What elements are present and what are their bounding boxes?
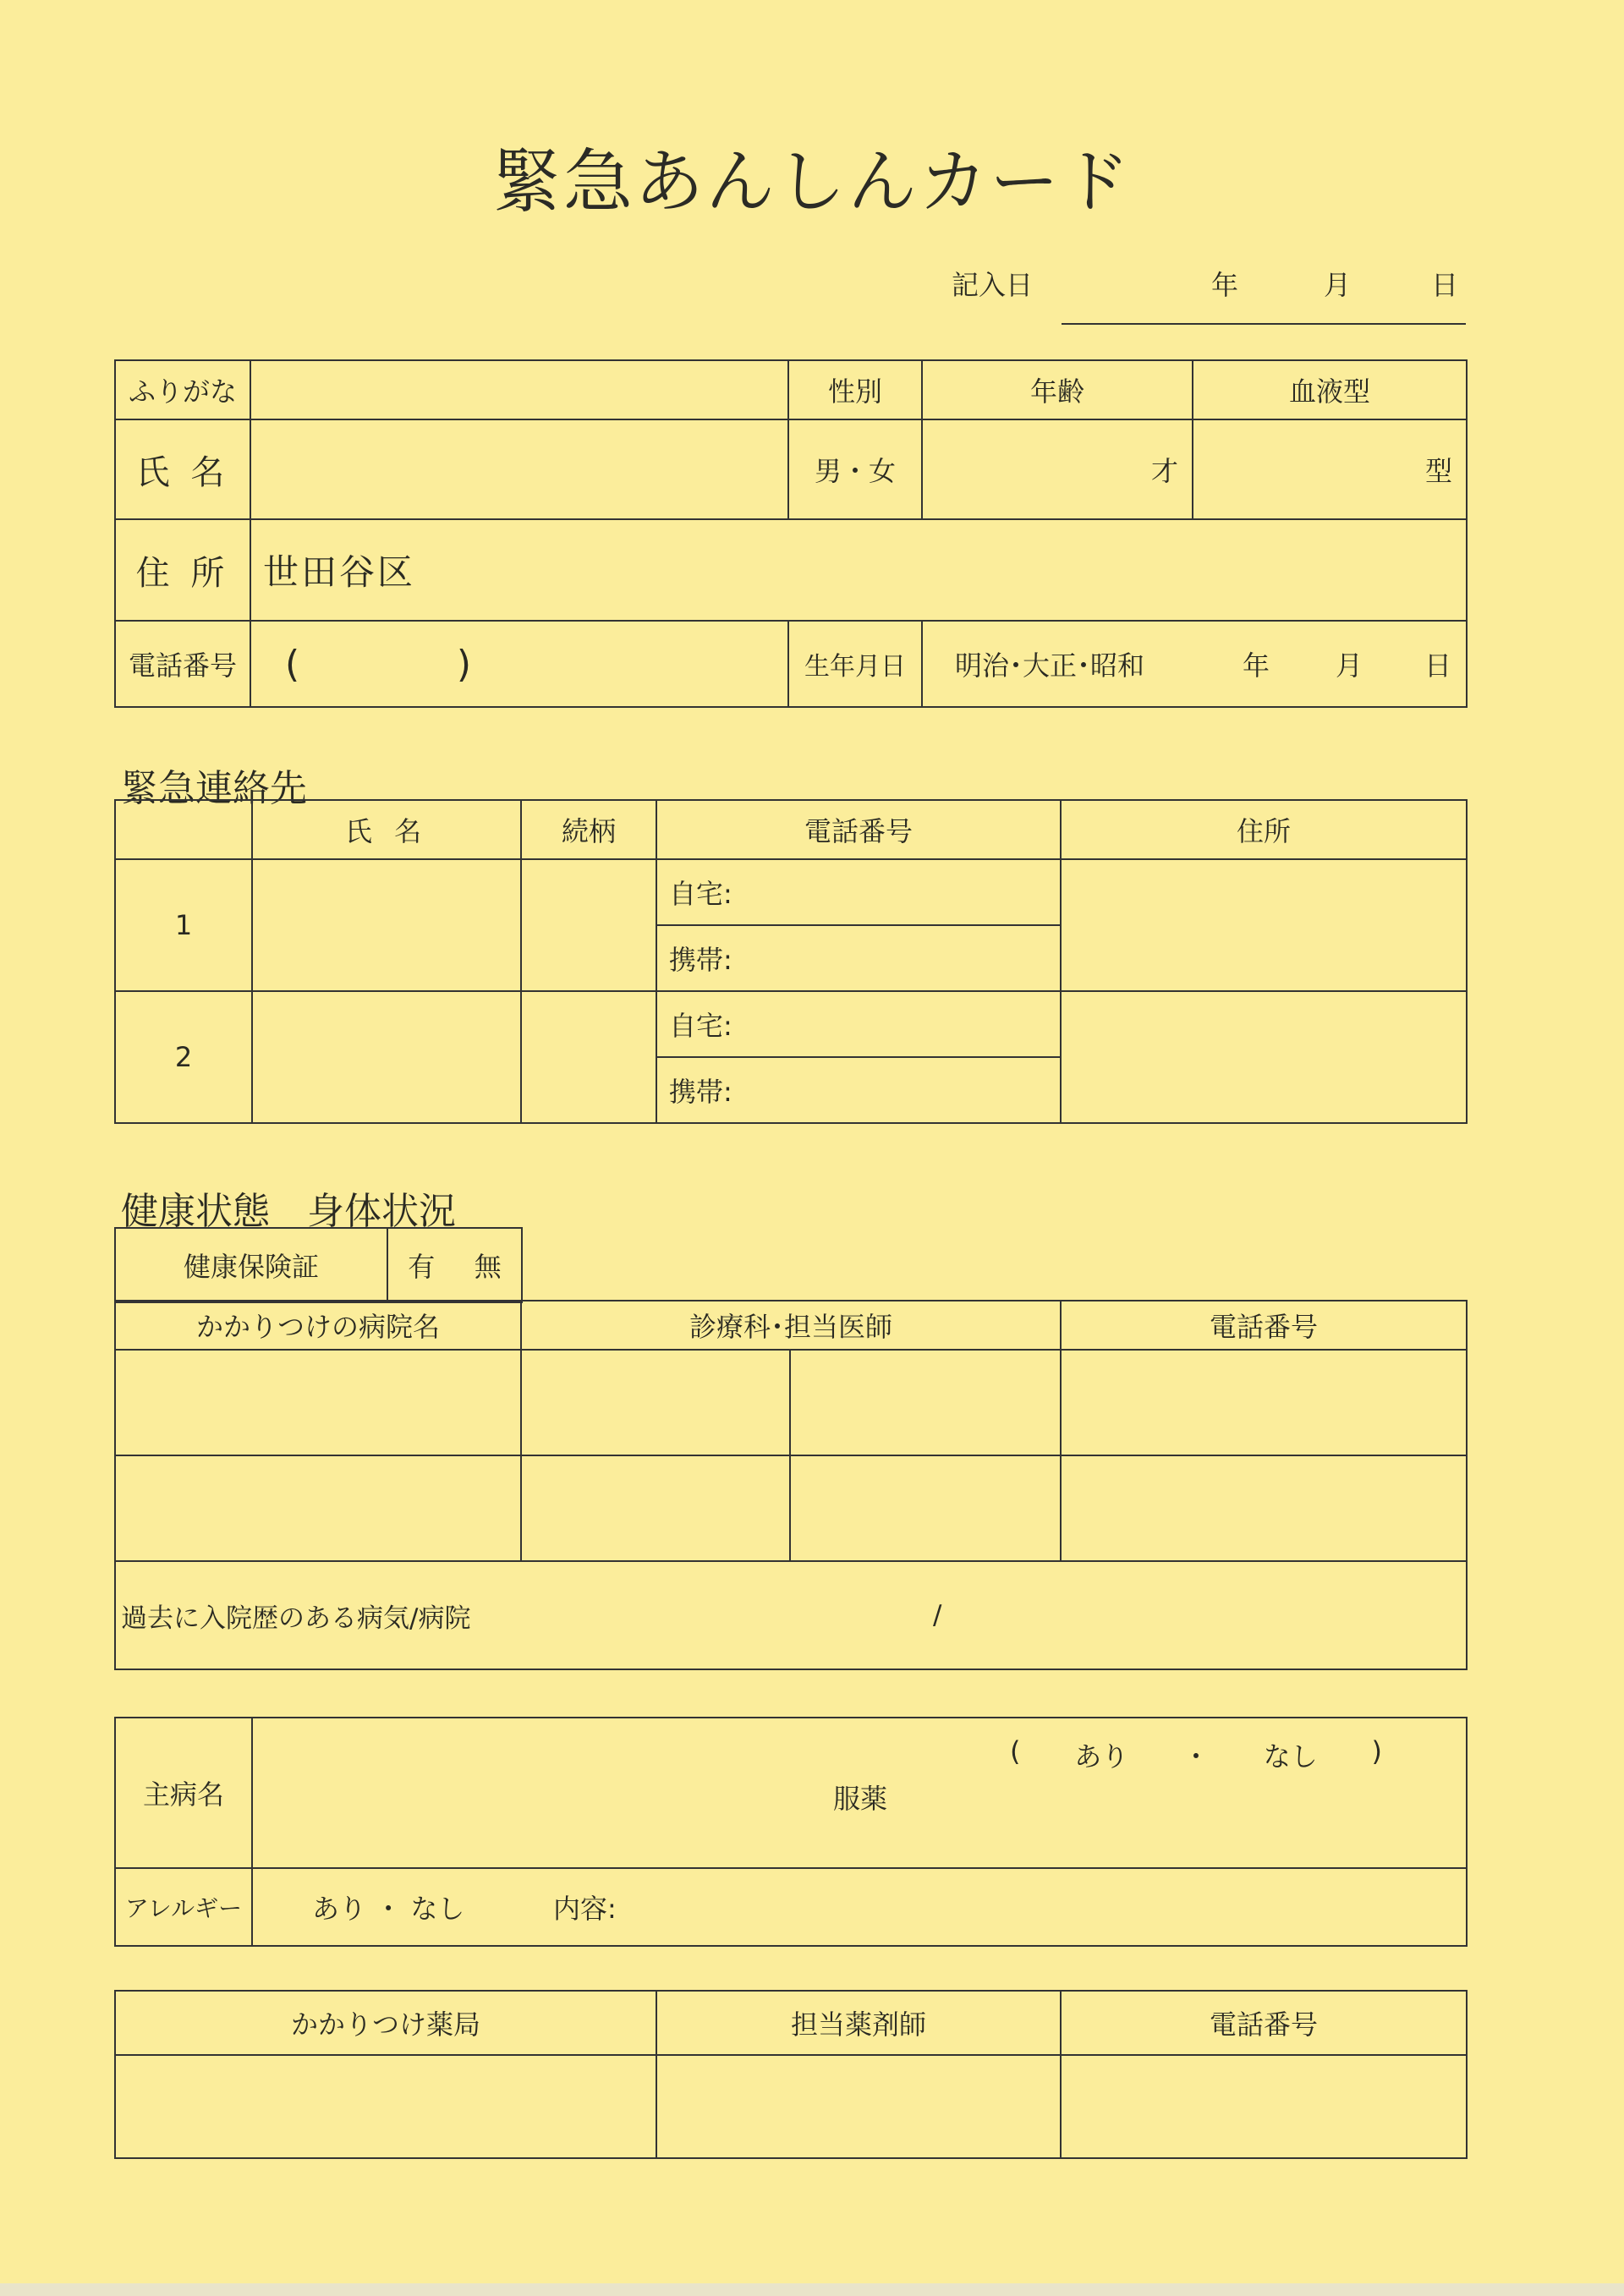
hospital-row-1-phone[interactable] xyxy=(1061,1350,1467,1455)
medicine-dot: ・ xyxy=(1182,1740,1210,1773)
hospital-row-1-department[interactable] xyxy=(521,1350,790,1455)
emergency-row-2-name[interactable] xyxy=(252,991,521,1123)
phone-field[interactable] xyxy=(250,621,788,707)
hospital-name-header: かかりつけの病院名 xyxy=(115,1301,521,1350)
entry-date-label: 記入日 xyxy=(952,269,1034,301)
allergy-options: あり ・ なし xyxy=(312,1893,465,1925)
insurance-table xyxy=(114,1227,523,1303)
name-field[interactable] xyxy=(250,419,788,519)
hospital-table xyxy=(114,1300,1468,1670)
blood-type-field[interactable] xyxy=(1193,419,1467,519)
insurance-no: 無 xyxy=(474,1251,502,1283)
birth-date-label: 生年月日 xyxy=(788,621,922,707)
past-hospitalization-slash: / xyxy=(933,1600,942,1630)
phone-open-paren: ( xyxy=(285,642,300,686)
phone-label: 電話番号 xyxy=(115,621,250,707)
emergency-row-2-mobile[interactable]: 携帯: xyxy=(656,1057,1061,1123)
pharmacist-name-field[interactable] xyxy=(656,2055,1061,2158)
age-field[interactable] xyxy=(922,419,1193,519)
department-doctor-header: 診療科･担当医師 xyxy=(521,1301,1061,1350)
emergency-relation-header: 続柄 xyxy=(521,800,656,859)
past-hospitalization-field[interactable] xyxy=(115,1561,1467,1669)
insurance-options[interactable] xyxy=(387,1228,522,1302)
hospital-row-1-doctor[interactable] xyxy=(790,1350,1061,1455)
birth-day-unit: 日 xyxy=(1424,649,1452,682)
age-unit: 才 xyxy=(1150,455,1178,487)
emergency-row-1-relation[interactable] xyxy=(521,859,656,991)
main-disease-label: 主病名 xyxy=(115,1718,252,1868)
emergency-row-1-address[interactable] xyxy=(1061,859,1467,991)
blood-type-header: 血液型 xyxy=(1193,360,1467,419)
emergency-row-2-home[interactable]: 自宅: xyxy=(656,991,1061,1057)
pharmacy-phone-header: 電話番号 xyxy=(1061,1991,1467,2055)
hospital-phone-header: 電話番号 xyxy=(1061,1301,1467,1350)
main-disease-field[interactable] xyxy=(252,1718,1467,1868)
pharmacy-table xyxy=(114,1990,1468,2159)
allergy-label: アレルギー xyxy=(115,1868,252,1946)
page-bottom-edge xyxy=(0,2283,1624,2296)
pharmacy-name-field[interactable] xyxy=(115,2055,656,2158)
insurance-label: 健康保険証 xyxy=(115,1228,387,1302)
address-label: 住 所 xyxy=(115,519,250,621)
birth-year-unit: 年 xyxy=(1243,649,1270,682)
entry-date-day: 日 xyxy=(1431,269,1459,301)
birth-date-field[interactable] xyxy=(922,621,1467,707)
emergency-address-header: 住所 xyxy=(1061,800,1467,859)
era-options: 明治･大正･昭和 xyxy=(955,649,1145,682)
medicine-open-paren: ( xyxy=(1010,1735,1021,1767)
phone-close-paren: ) xyxy=(456,642,471,686)
furigana-label: ふりがな xyxy=(115,360,250,419)
health-section-title: 健康状態 身体状況 xyxy=(121,1190,456,1233)
emergency-row-1-no: 1 xyxy=(115,859,252,991)
medicine-yes: あり xyxy=(1074,1740,1129,1773)
emergency-row-1-home[interactable]: 自宅: xyxy=(656,859,1061,925)
emergency-name-header: 氏 名 xyxy=(252,800,521,859)
emergency-row-2-no: 2 xyxy=(115,991,252,1123)
blood-type-unit: 型 xyxy=(1424,455,1452,487)
past-hospitalization-label: 過去に入院歴のある病気/病院 xyxy=(121,1603,471,1634)
emergency-contact-table xyxy=(114,799,1468,1124)
insurance-yes: 有 xyxy=(408,1251,436,1283)
furigana-field[interactable] xyxy=(250,360,788,419)
page-title: 緊急あんしんカード xyxy=(491,142,1132,222)
emergency-row-1-name[interactable] xyxy=(252,859,521,991)
hospital-row-2-phone[interactable] xyxy=(1061,1455,1467,1561)
emergency-phone-header: 電話番号 xyxy=(656,800,1061,859)
hospital-row-1-name[interactable] xyxy=(115,1350,521,1455)
medicine-label: 服薬 xyxy=(833,1783,888,1815)
emergency-row-2-address[interactable] xyxy=(1061,991,1467,1123)
pharmacy-phone-field[interactable] xyxy=(1061,2055,1467,2158)
hospital-row-2-name[interactable] xyxy=(115,1455,521,1561)
age-header: 年齢 xyxy=(922,360,1193,419)
sex-header: 性別 xyxy=(788,360,922,419)
pharmacy-header: かかりつけ薬局 xyxy=(115,1991,656,2055)
name-label: 氏 名 xyxy=(115,419,250,519)
entry-date-line xyxy=(1062,323,1466,325)
personal-info-table xyxy=(114,359,1468,708)
entry-date-year: 年 xyxy=(1211,269,1239,301)
pharmacist-header: 担当薬剤師 xyxy=(656,1991,1061,2055)
allergy-content-label: 内容: xyxy=(553,1893,617,1925)
emergency-no-header xyxy=(115,800,252,859)
medicine-no: なし xyxy=(1263,1740,1318,1773)
birth-month-unit: 月 xyxy=(1336,649,1363,682)
entry-date-month: 月 xyxy=(1324,269,1352,301)
address-field[interactable]: 世田谷区 xyxy=(250,519,1467,621)
hospital-row-2-doctor[interactable] xyxy=(790,1455,1061,1561)
disease-table xyxy=(114,1717,1468,1947)
allergy-field[interactable] xyxy=(252,1868,1467,1946)
hospital-row-2-department[interactable] xyxy=(521,1455,790,1561)
emergency-row-1-mobile[interactable]: 携帯: xyxy=(656,925,1061,991)
emergency-section-title: 緊急連絡先 xyxy=(121,767,307,810)
sex-options[interactable]: 男・女 xyxy=(788,419,922,519)
emergency-row-2-relation[interactable] xyxy=(521,991,656,1123)
medicine-close-paren: ) xyxy=(1371,1735,1382,1767)
